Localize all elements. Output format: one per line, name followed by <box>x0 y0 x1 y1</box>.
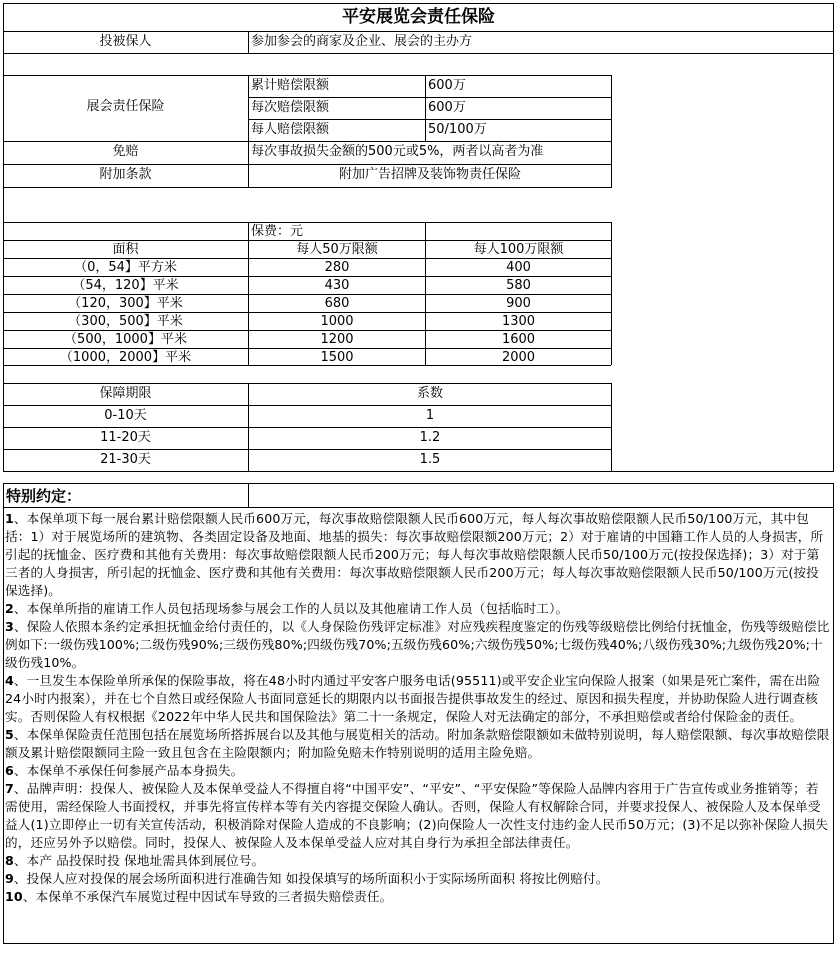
policyholder-value: 参加参会的商家及企业、展会的主办方 <box>251 34 473 49</box>
column-header: 系数 <box>416 386 443 401</box>
term-text: 、一旦发生本保险单所承保的保险事故，将在48小时内通过平安客户服务电话(95511)或平安企业宝向保险人报案（如果是死亡案件，需在出险24小时内报案），并在七个自然日或经保险人书面同意延长的期限内以书面报告提供事故发生的经过、原因和损失程度，并协助保险人进行调查核实。否则保险人有权根据《2022年中华人民共和国保险法》第二十一条规定，保险人对无法确定的部分，不承担赔偿或者给付保险金的责任。 <box>5 673 821 724</box>
term-item <box>5 510 831 600</box>
area-range: （1000，2000】平米 <box>59 350 192 365</box>
policyholder-label: 投被保人 <box>99 34 152 49</box>
premium-50: 1500 <box>320 350 354 365</box>
column-header: 面积 <box>112 242 139 257</box>
premium-50: 1000 <box>320 314 354 329</box>
additional-value: 附加广告招牌及装饰物责任保险 <box>338 167 521 182</box>
term-item <box>5 618 831 672</box>
term-item <box>5 762 831 780</box>
period-factor: 1.5 <box>419 452 441 467</box>
table-border <box>3 471 834 472</box>
limit-value: 600万 <box>428 100 466 115</box>
term-number: 6 <box>5 763 14 778</box>
period-range: 21-30天 <box>100 452 151 467</box>
special-terms-heading: 特别约定： <box>6 487 82 505</box>
area-range: （54，120】平米 <box>72 278 179 293</box>
premium-100: 1600 <box>501 332 536 347</box>
term-number: 8 <box>5 853 14 868</box>
term-item <box>5 852 831 870</box>
term-item <box>5 600 831 618</box>
limit-value: 600万 <box>428 78 466 93</box>
term-item <box>5 726 831 762</box>
premium-unit-label: 保费：元 <box>251 224 304 239</box>
column-header: 保障期限 <box>99 386 152 401</box>
column-header: 每人50万限额 <box>296 242 378 257</box>
limit-name: 累计赔偿限额 <box>251 78 330 93</box>
term-item <box>5 672 831 726</box>
term-text: 、本保单所指的雇请工作人员包括现场参与展会工作的人员以及其他雇请工作人员（包括临时工）。 <box>13 601 569 616</box>
premium-100: 580 <box>506 278 531 293</box>
term-number: 10 <box>5 889 23 904</box>
term-number: 3 <box>5 619 14 634</box>
limit-value: 50/100万 <box>428 122 487 137</box>
term-text: 、本保单保险责任范围包括在展览场所搭拆展台以及其他与展览相关的活动。附加条款赔偿限额如未做特别说明，每人赔偿限额、每次事故赔偿限额及累计赔偿限额同主险一致且包含在主险限额内；附加险免赔未作特别说明的适用主险免赔。 <box>5 727 830 760</box>
additional-label: 附加条款 <box>99 167 152 182</box>
term-number: 2 <box>5 601 14 616</box>
limit-name: 每次赔偿限额 <box>251 100 330 115</box>
term-item <box>5 780 831 852</box>
page-title: 平安展览会责任保险 <box>342 7 495 27</box>
term-number: 1 <box>5 511 14 526</box>
term-item <box>5 888 831 906</box>
period-range: 0-10天 <box>104 408 147 423</box>
term-text: 、品牌声明：投保人、被保险人及本保单受益人不得擅自将“中国平安”、“平安”、“平安保险”等保险人品牌内容用于广告宣传或业务推销等；若需使用，需经保险人书面授权，并事先将宣传样本等有关内容提交保险人确认。否则，保险人有权解除合同，并要求投保人、被保险人及本保单受益人(1)立即停止一切有关宣传活动，积极消除对保险人造成的不良影响；(2)向保险人一次性支付违约金人民币50万元；(3)不足以弥补保险人损失的，还应另外予以赔偿。同时，投保人、被保险人及本保单受益人应对其自身行为承担全部法律责任。 <box>5 781 829 850</box>
area-range: （500，1000】平米 <box>64 332 187 347</box>
premium-50: 430 <box>324 278 350 293</box>
premium-50: 1200 <box>320 332 354 347</box>
deductible-label: 免赔 <box>112 144 139 159</box>
liability-label: 展会责任保险 <box>86 99 165 114</box>
area-range: （0，54】平方米 <box>74 260 177 275</box>
term-number: 7 <box>5 781 14 796</box>
area-range: （120，300】平米 <box>68 296 183 311</box>
premium-50: 280 <box>324 260 350 275</box>
special-terms-list <box>5 510 831 906</box>
term-text: 、本保单不承保汽车展览过程中因试车导致的三者损失赔偿责任。 <box>22 889 393 904</box>
limit-name: 每人赔偿限额 <box>251 122 330 137</box>
column-header: 每人100万限额 <box>473 242 564 257</box>
period-range: 11-20天 <box>100 430 151 445</box>
term-text: 、保险人依照本条约定承担抚恤金给付责任的，以《人身保险伤残评定标准》对应残疾程度鉴定的伤残等级赔偿比例给付抚恤金，伤残等级赔偿比例如下:一级伤残100%;二级伤残90%;三级伤残80%;四级伤残70%;五级伤残60%;六级伤残50%;七级伤残40%;八级伤残30%;九级伤残20%;十级伤残10%。 <box>5 619 830 670</box>
deductible-value: 每次事故损失金额的500元或5%，两者以高者为准 <box>251 144 544 159</box>
term-number: 5 <box>5 727 14 742</box>
premium-100: 400 <box>506 260 531 275</box>
term-item <box>5 870 831 888</box>
term-number: 4 <box>5 673 14 688</box>
table-border <box>3 3 834 4</box>
term-text: 、本保单项下每一展台累计赔偿限额人民币600万元，每次事故赔偿限额人民币600万元，每人每次事故赔偿限额人民币50/100万元，其中包括：1）对于展览场所的建筑物、各类固定设备及地面、地基的损失：每次事故赔偿限额200万元；2）对于雇请的中国籍工作人员的人身损害，所引起的抚恤金、医疗费和其他有关费用：每次事故赔偿限额人民币200万元；每人每次事故赔偿限额人民币50/100万元(按投保选择)；3）对于第三者的人身损害，所引起的抚恤金、医疗费和其他有关费用：每次事故赔偿限额人民币200万元；每人每次事故赔偿限额人民币50/100万元(按投保选择)。 <box>5 511 824 598</box>
period-factor: 1.2 <box>419 430 441 445</box>
area-range: （300，500】平米 <box>68 314 183 329</box>
period-factor: 1 <box>425 408 435 423</box>
premium-50: 680 <box>324 296 350 311</box>
term-number: 9 <box>5 871 14 886</box>
term-text: 、投保人应对投保的展会场所面积进行准确告知 如投保填写的场所面积小于实际场所面积 将按比例赔付。 <box>13 871 609 886</box>
table-border <box>833 3 834 472</box>
premium-100: 900 <box>506 296 531 311</box>
term-text: 、本产 品投保时投 保地址需具体到展位号。 <box>13 853 265 868</box>
premium-100: 1300 <box>501 314 536 329</box>
term-text: 、本保单不承保任何参展产品本身损失。 <box>13 763 244 778</box>
premium-100: 2000 <box>501 350 536 365</box>
